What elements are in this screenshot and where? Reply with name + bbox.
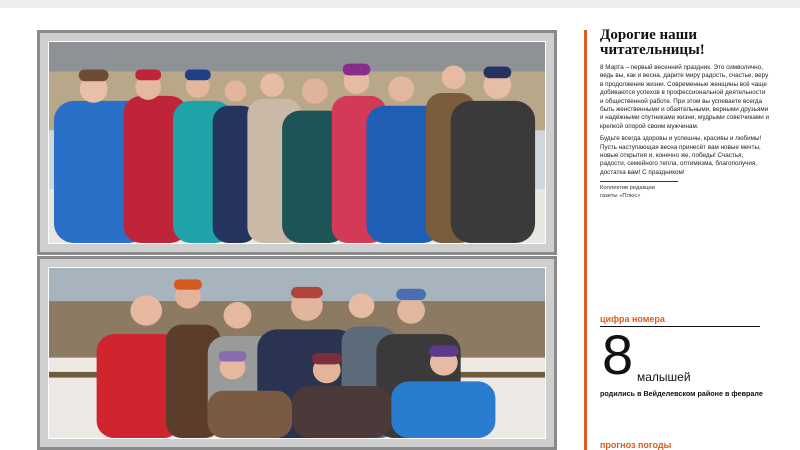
article-headline	[600, 28, 770, 58]
accent-divider	[584, 30, 587, 450]
article-signature	[600, 184, 770, 200]
headline-line-1: Дорогие наши	[600, 27, 697, 43]
top-strip	[0, 0, 800, 8]
article-paragraph-1: 8 Марта – первый весенний праздник. Это символично, ведь вы, как и весна, дарите миру радость, счастье, веру в продолжение жизни. Современные женщины всё чаще добиваются успехов в профессиональной деятельности и общественной работе. При этом вы успеваете всегда быть женственными и обаятельными, верными друзьями и надёжными спутниками жизни, мудрыми советчиками и крепкой опорой своим мужчинам.	[600, 64, 770, 130]
issue-number-unit: малышей	[637, 370, 691, 384]
group-photo-top	[37, 30, 557, 255]
weather-label: прогноз погоды	[600, 440, 672, 450]
article-body	[600, 64, 770, 177]
issue-number-label: цифра номера	[600, 314, 665, 324]
issue-number-caption: родились в Вейделевском районе в феврале	[600, 389, 763, 398]
signature-rule	[600, 181, 678, 182]
signature-line-2: газеты «Плюс»	[600, 193, 641, 200]
photo-image	[48, 41, 546, 244]
photo-image	[48, 267, 546, 439]
issue-number-value: 8	[602, 323, 634, 386]
greeting-article	[600, 28, 770, 200]
article-paragraph-2: Будьте всегда здоровы и успешны, красивы и любимы! Пусть наступающая весна принесёт вам новые мечты, новые открытия и, конечно же, победы! Счастья, радости, семейного тепла, оптимизма, благополучия, достатка вам! С праздником!	[600, 135, 762, 176]
signature-line-1: Коллектив редакции	[600, 185, 655, 192]
photo-illustration	[49, 268, 545, 438]
photo-illustration	[49, 42, 545, 243]
group-photo-bottom	[37, 256, 557, 450]
headline-line-2: читательницы!	[600, 42, 705, 58]
